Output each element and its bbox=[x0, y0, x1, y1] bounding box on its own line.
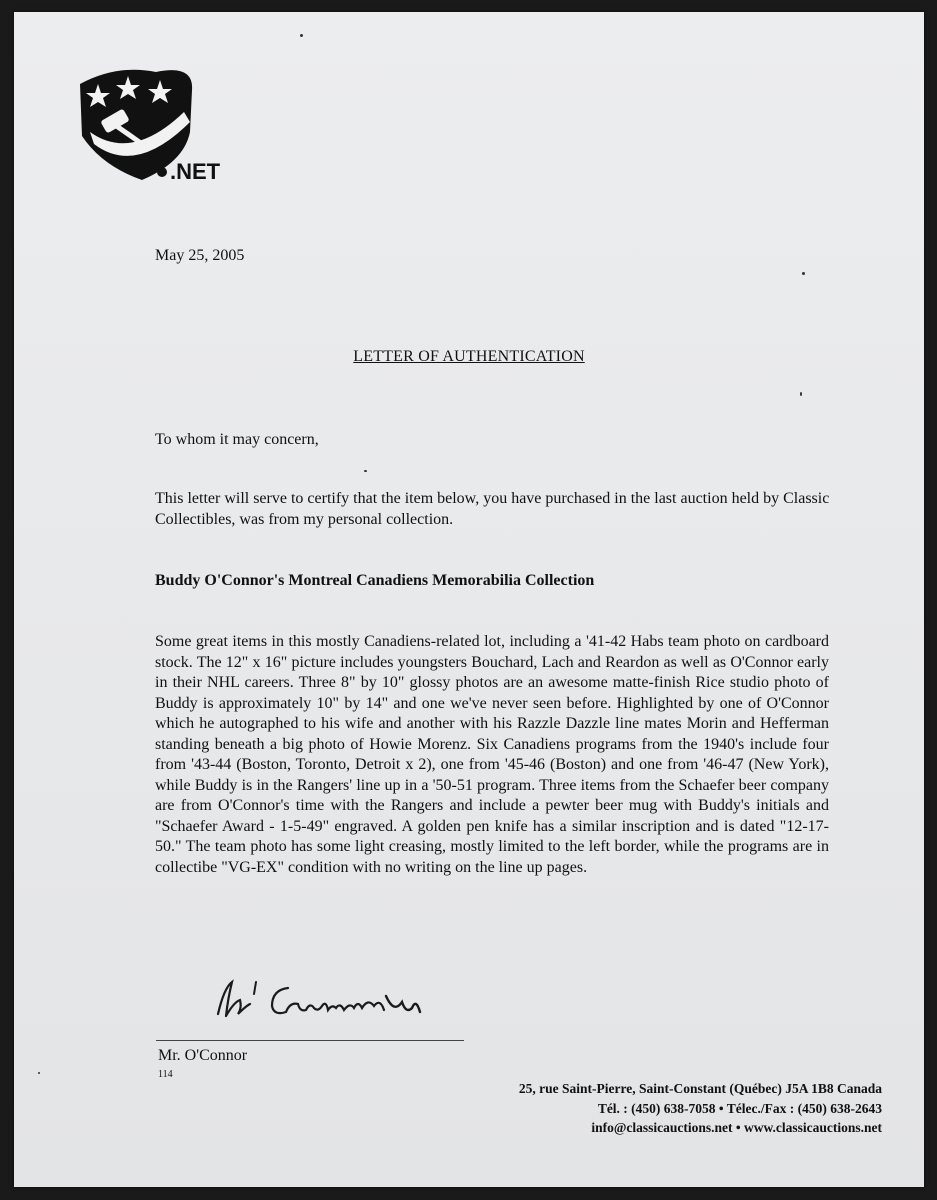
paper-speck bbox=[38, 1072, 40, 1074]
paper-speck bbox=[300, 34, 303, 37]
heading-text: LETTER OF AUTHENTICATION bbox=[353, 348, 585, 365]
paper-speck bbox=[802, 272, 805, 275]
footer-contact: info@classicauctions.net • www.classicauctions.net bbox=[591, 1120, 882, 1135]
paper-speck bbox=[800, 392, 802, 396]
shield-logo-icon bbox=[72, 62, 252, 192]
letter-date: May 25, 2005 bbox=[155, 247, 245, 264]
letter-heading bbox=[14, 348, 924, 366]
signature-line bbox=[156, 1040, 464, 1041]
classic-auctions-logo bbox=[72, 62, 252, 192]
letter-page bbox=[14, 12, 924, 1187]
intro-paragraph: This letter will serve to certify that the item below, you have purchased in the last auction held by Classic Collectibles, was from my personal collection. bbox=[155, 490, 830, 528]
svg-text:.NET: .NET bbox=[170, 159, 221, 184]
company-footer bbox=[519, 1079, 882, 1138]
salutation: To whom it may concern, bbox=[155, 431, 319, 448]
paper-speck bbox=[364, 470, 367, 472]
description-paragraph: Some great items in this mostly Canadiens-related lot, including a '41-42 Habs team photo on cardboard stock. The 12" x 16" picture includes youngsters Bouchard, Lach and Reardon as well as O'Connor early in their NHL careers. Three 8" by 10" glossy photos are an awesome matte-finish Rice studio photo of Buddy is approximately 10" by 14" and one we've never seen before. Highlighted by one of O'Connor which he autographed to his wife and another with his Razzle Dazzle line mates Morin and Hefferman standing beneath a big photo of Howie Morenz. Six Canadiens programs from the 1940's include four from '43-44 (Boston, Toronto, Detroit x 2), one from '45-46 (Boston) and one from '46-47 (New York), while Buddy is in the Rangers' line up in a '50-51 program. Three items from the Schaefer beer company are from O'Connor's time with the Rangers and include a pewter beer mug with Buddy's initials and "Schaefer Award - 1-5-49" engraved. A golden pen knife has a similar inscription and is dated "12-17-50." The team photo has some light creasing, mostly limited to the left border, while the programs are in collectibe "VG-EX" condition with no writing on the line up pages. bbox=[155, 633, 829, 876]
signer-name: Mr. O'Connor bbox=[158, 1047, 248, 1064]
footer-address: 25, rue Saint-Pierre, Saint-Constant (Québec) J5A 1B8 Canada bbox=[518, 1081, 882, 1096]
collection-title: Buddy O'Connor's Montreal Canadiens Memorabilia Collection bbox=[155, 572, 595, 589]
handwritten-signature bbox=[210, 968, 440, 1028]
reference-number: 114 bbox=[158, 1069, 173, 1080]
footer-phones: Tél. : (450) 638-7058 • Télec./Fax : (450) 638-2643 bbox=[597, 1100, 882, 1116]
